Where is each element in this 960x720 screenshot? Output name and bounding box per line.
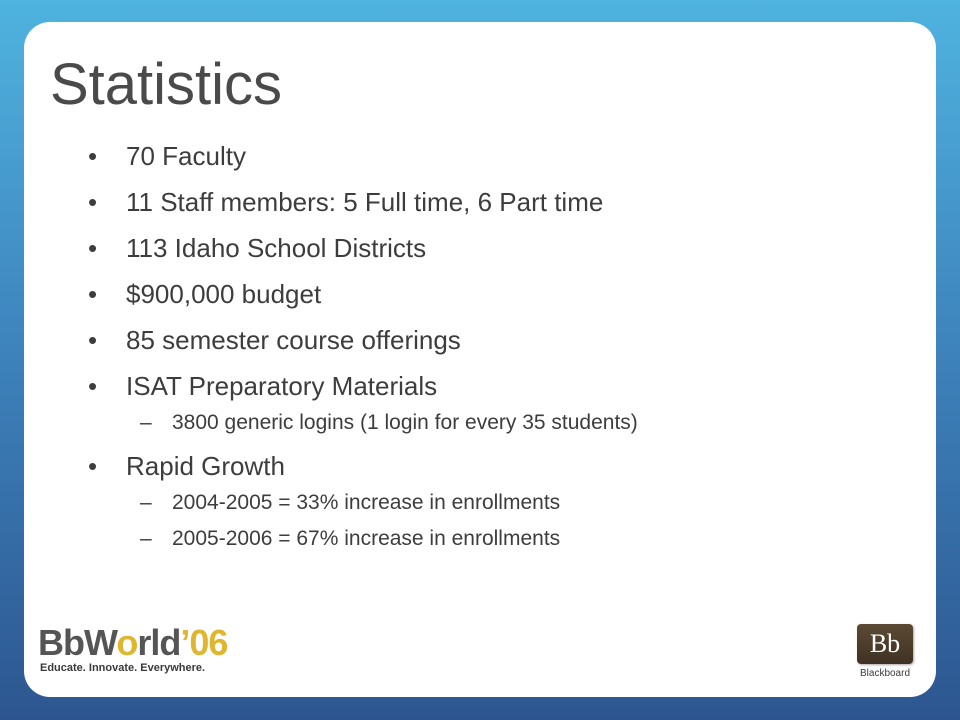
sub-bullet-item <box>126 490 908 516</box>
bullet-item <box>88 186 908 218</box>
bbworld-logo <box>38 624 268 684</box>
bullet-text: 113 Idaho School Districts <box>126 233 427 263</box>
sub-bullet-glyph: – <box>140 491 152 514</box>
blackboard-name: Blackboard <box>859 668 911 679</box>
bullet-item <box>88 450 908 552</box>
bullet-text: $900,000 budget <box>126 279 322 309</box>
bullet-text: Rapid Growth <box>126 451 285 481</box>
sub-bullet-glyph: – <box>140 527 152 550</box>
blackboard-badge: Bb <box>857 624 913 664</box>
sub-bullet-text: 3800 generic logins (1 login for every 35 students) <box>172 411 638 434</box>
bullet-text: 11 Staff members: 5 Full time, 6 Part time <box>126 187 604 217</box>
sub-bullet-item <box>126 526 908 552</box>
bullet-item <box>88 140 908 172</box>
bullet-list <box>88 140 908 566</box>
sub-bullet-list <box>126 410 908 436</box>
bullet-glyph: • <box>88 141 98 171</box>
sub-bullet-text: 2005-2006 = 67% increase in enrollments <box>172 527 561 550</box>
bullet-item <box>88 370 908 436</box>
bullet-item <box>88 324 908 356</box>
bullet-text: 85 semester course offerings <box>126 325 461 355</box>
bullet-glyph: • <box>88 187 98 217</box>
bullet-text: 70 Faculty <box>126 141 246 171</box>
slide-title: Statistics <box>50 52 283 117</box>
sub-bullet-item <box>126 410 908 436</box>
bullet-glyph: • <box>88 451 98 481</box>
sub-bullet-list <box>126 490 908 552</box>
sub-bullet-text: 2004-2005 = 33% increase in enrollments <box>172 491 561 514</box>
sub-bullet-glyph: – <box>140 411 152 434</box>
bullet-glyph: • <box>88 233 98 263</box>
blackboard-logo <box>850 620 920 686</box>
bullet-item <box>88 232 908 264</box>
bbworld-wordmark: BbWorld’06 <box>38 622 228 663</box>
bbworld-tagline: Educate. Innovate. Everywhere. <box>40 662 206 674</box>
bullet-glyph: • <box>88 325 98 355</box>
bullet-text: ISAT Preparatory Materials <box>126 371 438 401</box>
bullet-glyph: • <box>88 279 98 309</box>
bullet-glyph: • <box>88 371 98 401</box>
bullet-item <box>88 278 908 310</box>
